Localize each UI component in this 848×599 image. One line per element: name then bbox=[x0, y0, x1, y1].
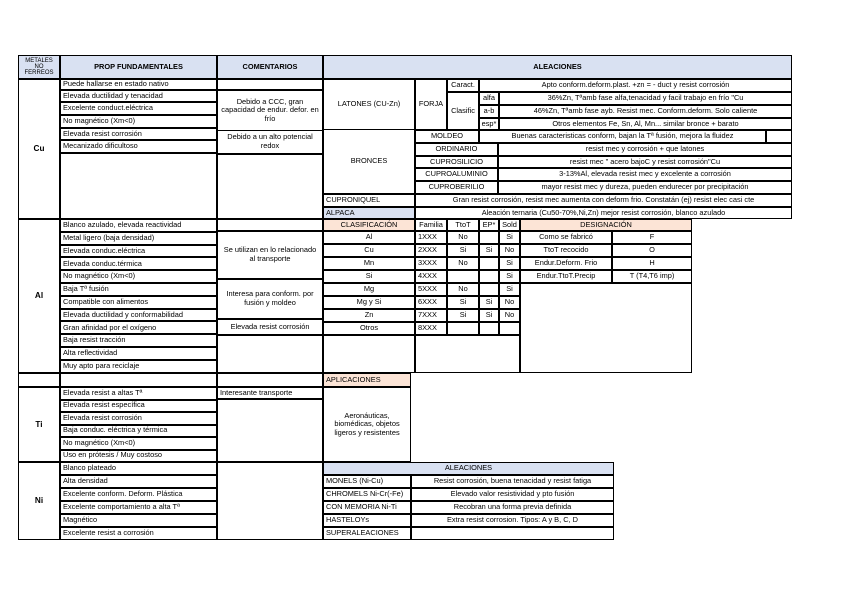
ni-aleacion-name: SUPERALEACIONES bbox=[323, 527, 411, 540]
bronce-text: mayor resist mec y dureza, pueden endurecer por precipitación bbox=[498, 181, 792, 194]
al-ep bbox=[479, 270, 499, 283]
al-familia: 5XXX bbox=[415, 283, 447, 296]
cu-prop-row: Mecanizado dificultoso bbox=[60, 140, 217, 153]
al-prop-row: Elevada conduc.eléctrica bbox=[60, 245, 217, 258]
al-ep: Si bbox=[479, 244, 499, 257]
ti-aplicaciones-text: Aeronáuticas, biomédicas, objetos ligeros y resistentes bbox=[323, 387, 411, 462]
al-desig-code: H bbox=[612, 257, 692, 270]
al-familia: 2XXX bbox=[415, 244, 447, 257]
al-sold: No bbox=[499, 309, 520, 322]
moldeo-label: MOLDEO bbox=[415, 130, 479, 143]
al-desig-desc: Endur.Deform. Frio bbox=[520, 257, 612, 270]
al-prop-row: Elevada conduc.térmica bbox=[60, 257, 217, 270]
al-desig-code: O bbox=[612, 244, 692, 257]
al-ep: Si bbox=[479, 309, 499, 322]
al-header-ttot: TtoT bbox=[447, 219, 479, 231]
ni-aleacion-text: Recobran una forma previa definida bbox=[411, 501, 614, 514]
al-table-empty bbox=[415, 335, 520, 373]
cu-comment-1: Debido a CCC, gran capacidad de endur. defor. en frío bbox=[217, 90, 323, 130]
al-header-ep: EP* bbox=[479, 219, 499, 231]
metal-cu-label: Cu bbox=[18, 79, 60, 219]
cu-comment-empty bbox=[217, 154, 323, 219]
al-prop-row: Metal ligero (baja densidad) bbox=[60, 232, 217, 245]
ab-text: 46%Zn, Tªamb fase ayb. Resist mec. Conform.deform. Solo caliente bbox=[499, 105, 792, 118]
al-comment-empty bbox=[217, 335, 323, 373]
alpaca-text: Aleación ternaria (Cu50-70%,Ni,Zn) mejor resist corrosión, blanco azulado bbox=[415, 207, 792, 219]
ti-prop-row: Elevada resist corrosión bbox=[60, 412, 217, 425]
ni-prop-row: Blanco plateado bbox=[60, 462, 217, 475]
al-desig-code: F bbox=[612, 231, 692, 244]
caract-label: Caract. bbox=[447, 79, 479, 92]
al-header-sold: Sold bbox=[499, 219, 520, 231]
ni-aleacion-text bbox=[411, 527, 614, 540]
ni-aleacion-text: Extra resist corrosion. Tipos: A y B, C, D bbox=[411, 514, 614, 527]
ti-prop-spacer bbox=[60, 373, 217, 387]
al-familia: 6XXX bbox=[415, 296, 447, 309]
al-header-familia: Familia bbox=[415, 219, 447, 231]
al-prop-row: Baja Tª fusión bbox=[60, 283, 217, 296]
al-clas-element: Otros bbox=[323, 322, 415, 335]
cu-prop-row: Excelente conduct.eléctrica bbox=[60, 102, 217, 115]
al-prop-row: Baja resist tracción bbox=[60, 334, 217, 347]
forja-label: FORJA bbox=[415, 79, 447, 130]
cu-comment-blank bbox=[217, 79, 323, 90]
al-ttot bbox=[447, 270, 479, 283]
al-sold: Si bbox=[499, 283, 520, 296]
al-ep: Si bbox=[479, 296, 499, 309]
al-comment-1: Se utilizan en lo relacionado al transporte bbox=[217, 231, 323, 279]
ab-label: a-b bbox=[479, 105, 499, 118]
al-familia: 4XXX bbox=[415, 270, 447, 283]
esp-text: Otros elementos Fe, Sn, Al, Mn... similar bronce + barato bbox=[499, 118, 792, 130]
metal-al-label: Al bbox=[18, 219, 60, 373]
ni-prop-row: Magnético bbox=[60, 514, 217, 527]
al-desig-empty bbox=[520, 283, 692, 373]
bronce-name: CUPROALUMINIO bbox=[415, 168, 498, 181]
al-sold: Si bbox=[499, 257, 520, 270]
moldeo-blank bbox=[766, 130, 792, 143]
header-metales: METALES NO FERREOS bbox=[18, 55, 60, 79]
al-ep bbox=[479, 322, 499, 335]
al-ttot: Si bbox=[447, 309, 479, 322]
ti-prop-row: Baja conduc. eléctrica y térmica bbox=[60, 425, 217, 438]
bronce-name: CUPROBERILIO bbox=[415, 181, 498, 194]
al-sold: No bbox=[499, 296, 520, 309]
al-sold: Si bbox=[499, 270, 520, 283]
al-ttot: Si bbox=[447, 244, 479, 257]
cu-prop-row: Puede hallarse en estado nativo bbox=[60, 79, 217, 90]
al-prop-row: Blanco azulado, elevada reactividad bbox=[60, 219, 217, 232]
al-prop-row: Muy apto para reciclaje bbox=[60, 360, 217, 373]
ni-comment-empty bbox=[217, 462, 323, 540]
al-ep bbox=[479, 257, 499, 270]
al-clas-element: Mn bbox=[323, 257, 415, 270]
ti-prop-row: Elevada resist a altas Tª bbox=[60, 387, 217, 400]
header-prop: PROP FUNDAMENTALES bbox=[60, 55, 217, 79]
al-ttot: No bbox=[447, 283, 479, 296]
cu-comment-2: Debido a un alto potencial redox bbox=[217, 130, 323, 154]
al-desig-code: T (T4,T6 imp) bbox=[612, 270, 692, 283]
moldeo-text: Buenas caracteristicas conform, bajan la Tª fusión, mejora la fluidez bbox=[479, 130, 766, 143]
header-comentarios: COMENTARIOS bbox=[217, 55, 323, 79]
al-prop-row: Elevada ductilidad y conformabilidad bbox=[60, 309, 217, 322]
ni-prop-row: Excelente comportamiento a alta Tª bbox=[60, 501, 217, 514]
bronce-name: ORDINARIO bbox=[415, 143, 498, 156]
ni-aleacion-name: CHROMELS Ni-Cr(-Fe) bbox=[323, 488, 411, 501]
ni-aleacion-text: Elevado valor resistividad y pto fusión bbox=[411, 488, 614, 501]
ti-comment: Interesante transporte bbox=[217, 387, 323, 399]
al-prop-row: Compatible con alimentos bbox=[60, 296, 217, 309]
ti-aplicaciones-header: APLICACIONES bbox=[323, 373, 411, 387]
header-aleaciones: ALEACIONES bbox=[323, 55, 792, 79]
al-prop-row: Gran afinidad por el oxígeno bbox=[60, 321, 217, 334]
al-clas-element: Mg bbox=[323, 283, 415, 296]
al-familia: 1XXX bbox=[415, 231, 447, 244]
ti-comment-empty bbox=[217, 399, 323, 462]
caract-text: Apto conform.deform.plast. +zn = - duct y resist corrosión bbox=[479, 79, 792, 92]
ti-prop-row: Elevada resist específica bbox=[60, 400, 217, 413]
al-desig-desc: Endur.TtoT.Precip bbox=[520, 270, 612, 283]
al-clas-element: Si bbox=[323, 270, 415, 283]
bronce-text: 3-13%Al, elevada resist mec y excelente a corrosión bbox=[498, 168, 792, 181]
alfa-label: alfa bbox=[479, 92, 499, 105]
al-ttot bbox=[447, 322, 479, 335]
ti-label-spacer bbox=[18, 373, 60, 387]
al-header-designacion: DESIGNACIÓN bbox=[520, 219, 692, 231]
al-comment-2: Interesa para conform. por fusión y moldeo bbox=[217, 279, 323, 319]
al-familia: 7XXX bbox=[415, 309, 447, 322]
cu-prop-row: Elevada ductilidad y tenacidad bbox=[60, 90, 217, 102]
ni-aleacion-text: Resist corrosión, buena tenacidad y resist fatiga bbox=[411, 475, 614, 488]
al-comment-blank bbox=[217, 219, 323, 231]
metal-ti-label: Ti bbox=[18, 387, 60, 462]
al-clas-empty bbox=[323, 335, 415, 373]
al-familia: 3XXX bbox=[415, 257, 447, 270]
al-desig-desc: TtoT recocido bbox=[520, 244, 612, 257]
latones-label: LATONES (CU-Zn) bbox=[323, 79, 415, 130]
alfa-text: 36%Zn, Tªamb fase alfa,tenacidad y facil trabajo en frío "Cu bbox=[499, 92, 792, 105]
al-ttot: No bbox=[447, 231, 479, 244]
esp-label: esp* bbox=[479, 118, 499, 130]
metal-ni-label: Ni bbox=[18, 462, 60, 540]
al-ttot: No bbox=[447, 257, 479, 270]
ni-prop-row: Excelente resist a corrosión bbox=[60, 527, 217, 540]
bronce-name: CUPROSILICIO bbox=[415, 156, 498, 168]
ti-prop-row: No magnético (Xm<0) bbox=[60, 437, 217, 450]
ni-prop-row: Alta densidad bbox=[60, 475, 217, 488]
al-clas-element: Zn bbox=[323, 309, 415, 322]
al-ep bbox=[479, 231, 499, 244]
al-desig-desc: Como se fabricó bbox=[520, 231, 612, 244]
ti-prop-row: Uso en prótesis / Muy costoso bbox=[60, 450, 217, 463]
ti-comment-spacer bbox=[217, 373, 323, 387]
cu-prop-row: No magnético (Xm<0) bbox=[60, 115, 217, 128]
ni-aleaciones-header: ALEACIONES bbox=[323, 462, 614, 475]
al-clas-element: Al bbox=[323, 231, 415, 244]
al-clas-element: Cu bbox=[323, 244, 415, 257]
bronce-text: resist mec y corrosión + que latones bbox=[498, 143, 792, 156]
bronces-label: BRONCES bbox=[323, 130, 415, 194]
clasific-label: Clasific bbox=[447, 92, 479, 130]
cuproniquel-text: Gran resist corrosión, resist mec aumenta con deform frio. Constatán (ej) resist elec casi cte bbox=[415, 194, 792, 207]
al-familia: 8XXX bbox=[415, 322, 447, 335]
bronce-text: resist mec " acero bajoC y resist corrosión"Cu bbox=[498, 156, 792, 168]
al-comment-3: Elevada resist corrosión bbox=[217, 319, 323, 335]
alpaca-label: ALPACA bbox=[323, 207, 415, 219]
al-prop-row: No magnético (Xm<0) bbox=[60, 270, 217, 283]
al-clas-element: Mg y Si bbox=[323, 296, 415, 309]
ni-prop-row: Excelente conform. Deform. Plástica bbox=[60, 488, 217, 501]
ni-aleacion-name: HASTELOYs bbox=[323, 514, 411, 527]
cuproniquel-label: CUPRONIQUEL bbox=[323, 194, 415, 207]
cu-prop-row: Elevada resist corrosión bbox=[60, 128, 217, 140]
cu-prop-empty bbox=[60, 153, 217, 219]
al-header-clasificacion: CLASIFICACIÓN bbox=[323, 219, 415, 231]
al-sold: No bbox=[499, 244, 520, 257]
al-prop-row: Alta reflectividad bbox=[60, 347, 217, 360]
al-ep bbox=[479, 283, 499, 296]
al-sold: Si bbox=[499, 231, 520, 244]
ni-aleacion-name: MONELS (Ni-Cu) bbox=[323, 475, 411, 488]
ni-aleacion-name: CON MEMORIA Ni-Ti bbox=[323, 501, 411, 514]
al-ttot: Si bbox=[447, 296, 479, 309]
al-sold bbox=[499, 322, 520, 335]
